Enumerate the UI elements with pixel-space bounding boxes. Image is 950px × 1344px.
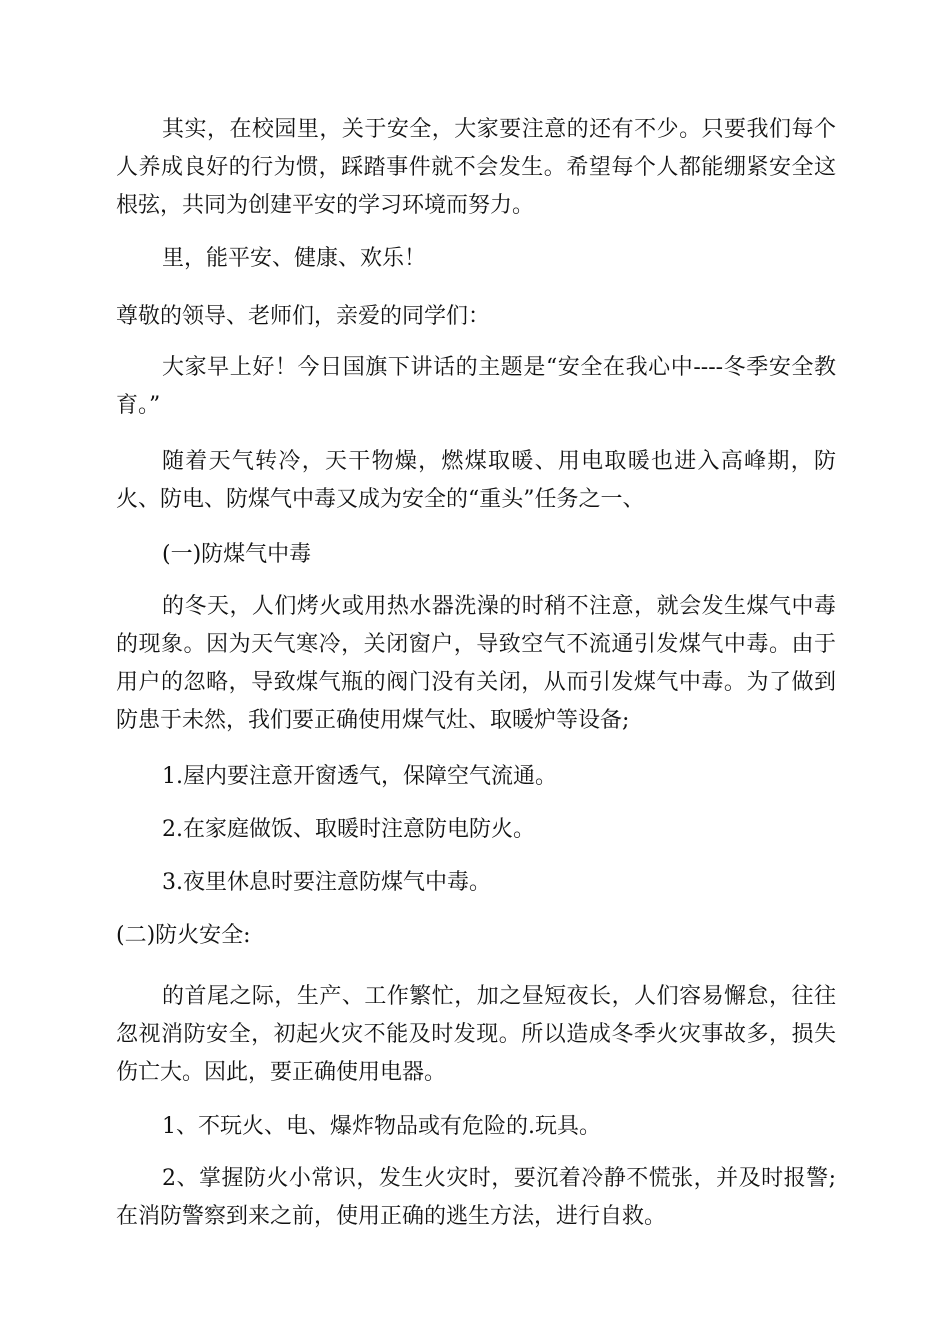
list-item-fire-knowledge: 2、掌握防火小常识，发生火灾时，要沉着冷静不慌张，并及时报警;在消防警察到来之前，使用正确的逃生方法，进行自救。 [116, 1166, 836, 1229]
paragraph-greeting: 尊敬的领导、老师们，亲爱的同学们： [116, 304, 491, 329]
list-item-no-fire-play: 1、不玩火、电、爆炸物品或有危险的.玩具。 [162, 1114, 601, 1139]
paragraph-fire-safety: 的首尾之际，生产、工作繁忙，加之昼短夜长，人们容易懈怠，往往忽视消防安全，初起火灾不能及时发现。所以造成冬季火灾事故多，损失伤亡大。因此，要正确使用电器。 [116, 984, 836, 1085]
paragraph-gas-poisoning: 的冬天，人们烤火或用热水器洗澡的时稍不注意，就会发生煤气中毒的现象。因为天气寒冷，关闭窗户，导致空气不流通引发煤气中毒。由于用户的忽略，导致煤气瓶的阀门没有关闭，从而引发煤气中毒。为了做到防患于未然，我们要正确使用煤气灶、取暖炉等设备; [116, 594, 836, 733]
paragraph-campus-safety: 其实，在校园里，关于安全，大家要注意的还有不少。只要我们每个人养成良好的行为惯，踩踏事件就不会发生。希望每个人都能绷紧安全这根弦，共同为创建平安的学习环境而努力。 [116, 117, 836, 218]
paragraph-wish: 里，能平安、健康、欢乐！ [162, 246, 427, 271]
list-item-cooking: 2.在家庭做饭、取暖时注意防电防火。 [162, 817, 535, 842]
paragraph-theme: 大家早上好！今日国旗下讲话的主题是“安全在我心中----冬季安全教育。” [116, 355, 836, 418]
paragraph-weather: 随着天气转冷，天干物燥，燃煤取暖、用电取暖也进入高峰期，防火、防电、防煤气中毒又成为安全的“重头”任务之一、 [116, 449, 836, 512]
section-heading-gas: (一)防煤气中毒 [162, 542, 312, 567]
list-item-night: 3.夜里休息时要注意防煤气中毒。 [162, 870, 491, 895]
list-item-ventilation: 1.屋内要注意开窗透气，保障空气流通。 [162, 764, 557, 789]
section-heading-fire: (二)防火安全: [116, 923, 251, 948]
